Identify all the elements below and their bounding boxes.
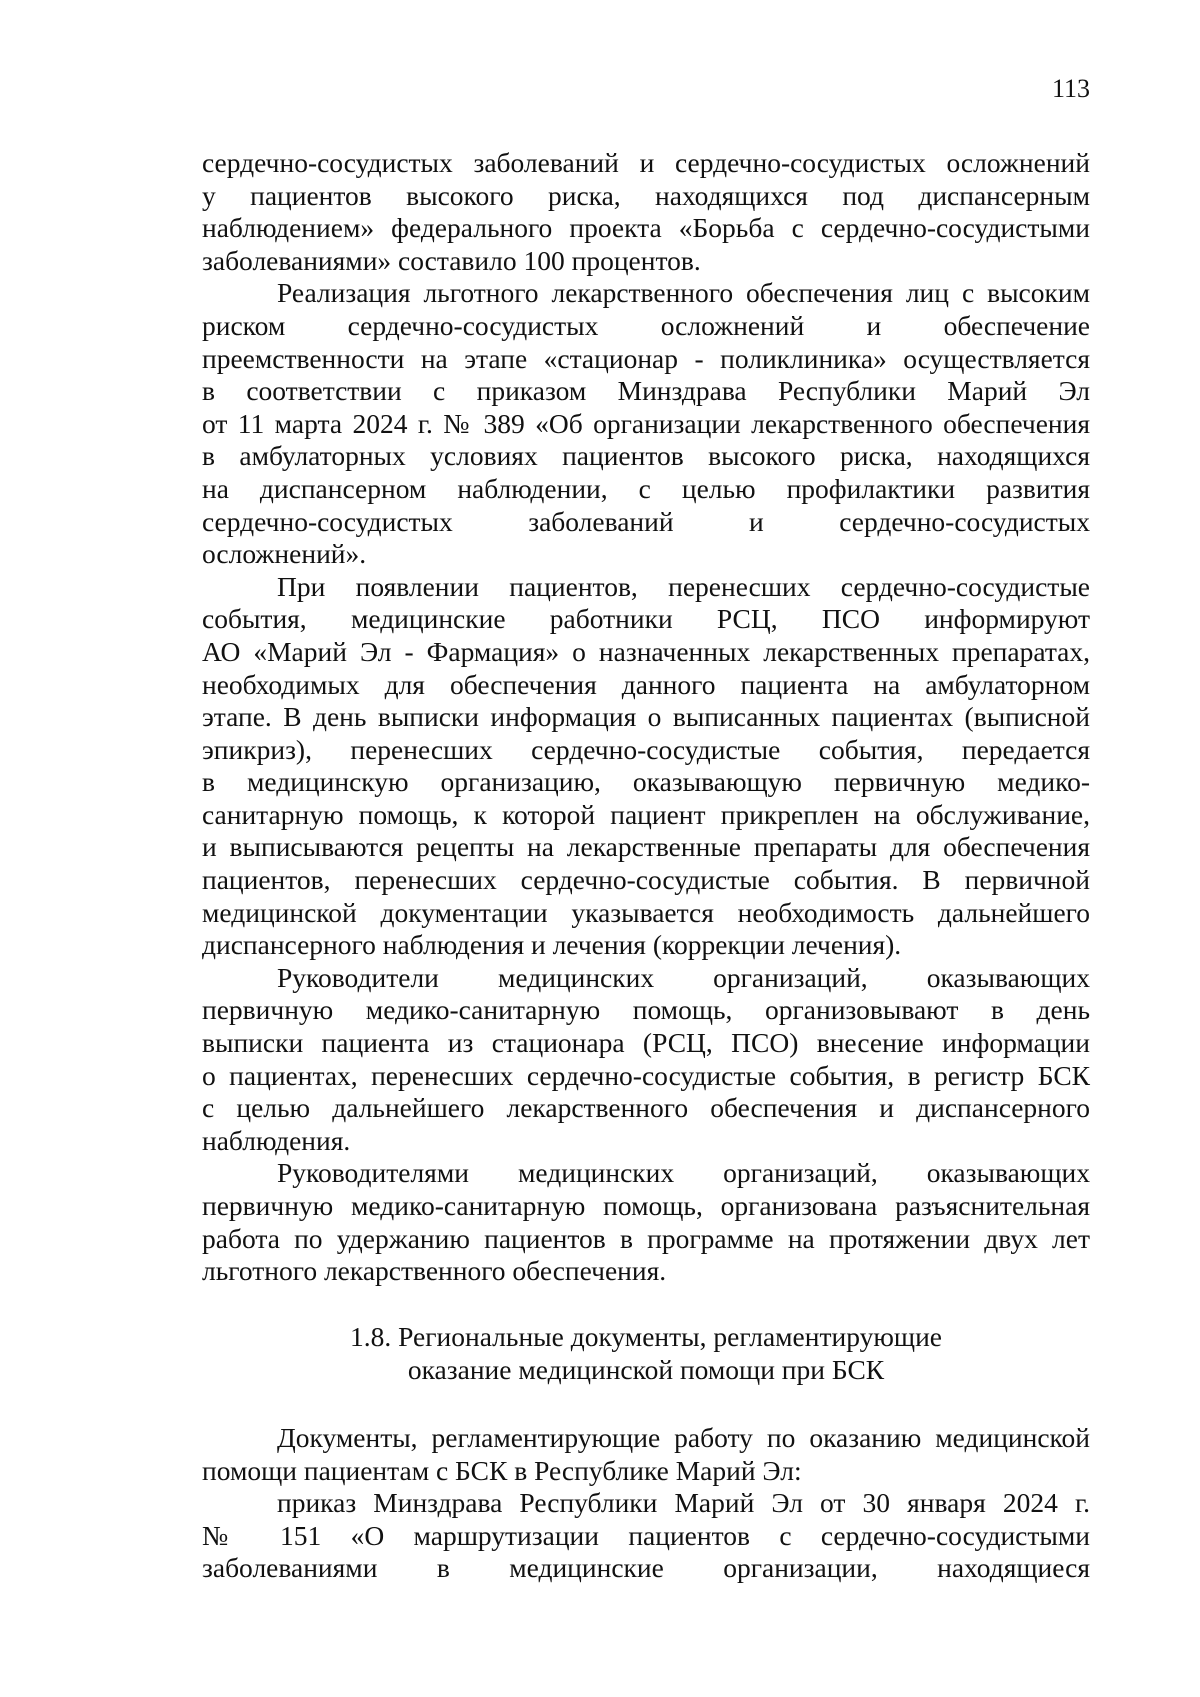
text-line: При появлении пациентов, перенесших сердечно-сосудистые — [277, 570, 1090, 602]
text-line: наблюдением» федерального проекта «Борьба с сердечно-сосудистыми — [202, 212, 1090, 244]
text-line: помощи пациентам с БСК в Республике Марий Эл: — [202, 1454, 802, 1486]
text-line: пациентов, перенесших сердечно-сосудистые события. В первичной — [202, 864, 1090, 896]
text-line: эпикриз), перенесших сердечно-сосудистые события, передается — [202, 733, 1090, 765]
text-line: Документы, регламентирующие работу по оказанию медицинской — [277, 1422, 1090, 1453]
text-line: сердечно-сосудистых заболеваний и сердечно-сосудистых — [202, 505, 1090, 537]
text-line: работа по удержанию пациентов в программе на протяжении двух лет — [202, 1222, 1090, 1254]
text-line: приказ Минздрава Республики Марий Эл от 30 января 2024 г. — [277, 1487, 1090, 1519]
text-line: выписки пациента из стационара (РСЦ, ПСО) внесение информации — [202, 1027, 1090, 1059]
text-line: необходимых для обеспечения данного пациента на амбулаторном — [202, 668, 1090, 700]
text-line: этапе. В день выписки информация о выписанных пациентах (выписной — [202, 701, 1090, 733]
paragraph-2 — [202, 277, 1090, 570]
paragraph-5 — [202, 1157, 1090, 1287]
text-line: в амбулаторных условиях пациентов высокого риска, находящихся — [202, 440, 1090, 472]
text-line: в соответствии с приказом Минздрава Республики Марий Эл — [202, 375, 1090, 407]
text-line: льготного лекарственного обеспечения. — [202, 1255, 667, 1287]
text-line: о пациентах, перенесших сердечно-сосудистые события, в регистр БСК — [202, 1059, 1090, 1091]
text-line: заболеваниями» составило 100 процентов. — [202, 244, 701, 276]
text-line: № 151 «О маршрутизации пациентов с сердечно-сосудистыми — [202, 1519, 1090, 1551]
text-line: первичную медико-санитарную помощь, организовывают в день — [202, 994, 1090, 1026]
paragraph-1 — [202, 147, 1090, 277]
page-number: 113 — [1051, 74, 1090, 103]
text-line: у пациентов высокого риска, находящихся под диспансерным — [202, 179, 1090, 211]
text-line: в медицинскую организацию, оказывающую первичную медико- — [202, 766, 1090, 798]
section-heading — [202, 1320, 1090, 1386]
text-line: Руководителями медицинских организаций, оказывающих — [277, 1157, 1090, 1189]
paragraph-7 — [202, 1487, 1090, 1585]
text-line: и выписываются рецепты на лекарственные препараты для обеспечения — [202, 831, 1090, 863]
text-line: заболеваниями в медицинские организации, находящиеся — [202, 1552, 1090, 1584]
body-text-top — [202, 147, 1090, 1288]
text-line: медицинской документации указывается необходимость дальнейшего — [202, 896, 1090, 928]
text-line: сердечно-сосудистых заболеваний и сердечно-сосудистых осложнений — [202, 147, 1090, 178]
paragraph-6 — [202, 1422, 1090, 1487]
section-heading-line: 1.8. Региональные документы, регламентирующие — [350, 1321, 942, 1352]
text-line: осложнений». — [202, 538, 367, 570]
text-line: АО «Марий Эл - Фармация» о назначенных лекарственных препаратах, — [202, 635, 1090, 667]
body-text-bottom — [202, 1422, 1090, 1585]
text-line: наблюдения. — [202, 1124, 351, 1156]
text-line: от 11 марта 2024 г. № 389 «Об организации лекарственного обеспечения — [202, 407, 1090, 439]
paragraph-3 — [202, 571, 1090, 962]
text-line: Реализация льготного лекарственного обеспечения лиц с высоким — [277, 277, 1090, 309]
text-line: с целью дальнейшего лекарственного обеспечения и диспансерного — [202, 1092, 1090, 1124]
text-line: санитарную помощь, к которой пациент прикреплен на обслуживание, — [202, 798, 1090, 830]
section-heading-line: оказание медицинской помощи при БСК — [407, 1354, 885, 1385]
text-line: преемственности на этапе «стационар - поликлиника» осуществляется — [202, 342, 1090, 374]
text-line: события, медицинские работники РСЦ, ПСО информируют — [202, 603, 1090, 635]
text-line: первичную медико-санитарную помощь, организована разъяснительная — [202, 1190, 1090, 1221]
text-line: Руководители медицинских организаций, оказывающих — [277, 961, 1090, 993]
text-line: на диспансерном наблюдении, с целью профилактики развития — [202, 472, 1090, 504]
text-line: диспансерного наблюдения и лечения (коррекции лечения). — [202, 929, 902, 961]
paragraph-4 — [202, 962, 1090, 1158]
text-line: риском сердечно-сосудистых осложнений и обеспечение — [202, 309, 1090, 341]
